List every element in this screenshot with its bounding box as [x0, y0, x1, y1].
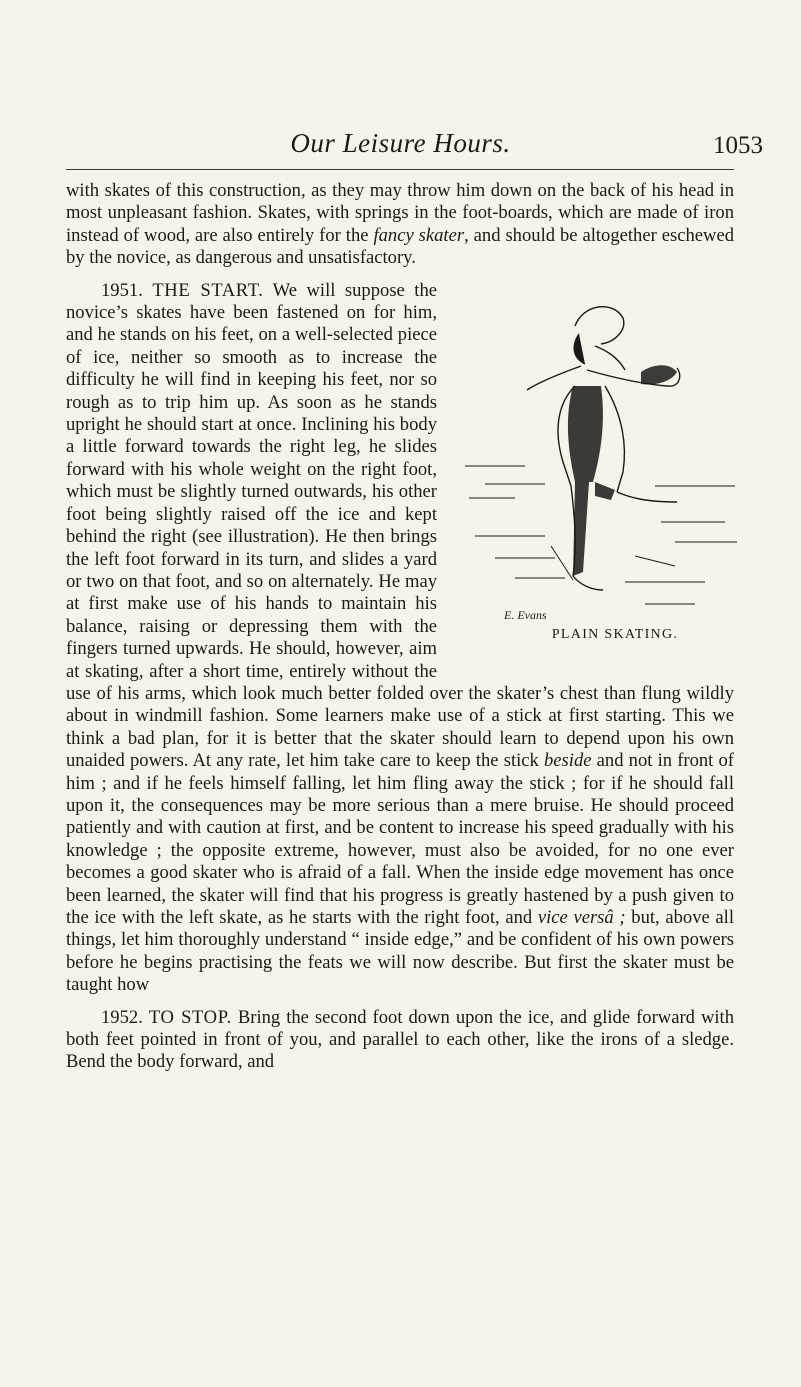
emphasis-text: fancy skater: [373, 224, 465, 246]
paragraph-1952: 1952. TO STOP. Bring the second foot down upon the ice, and glide forward with both feet pointed in front of you, and parallel to each other, like the irons of a sledge. Bend the body forward, and: [66, 1006, 734, 1073]
running-title: Our Leisure Hours.: [290, 128, 511, 158]
body-text: [66, 180, 734, 1074]
section-heading: TO STOP.: [148, 1006, 232, 1028]
emphasis-text: vice versâ ;: [537, 907, 626, 928]
page-number: 1053: [713, 132, 763, 159]
skater-drawing: [455, 286, 740, 626]
paragraph-continuation: with skates of this construction, as they may throw him down on the back of his head in most unpleasant fashion. Skates, with springs in the foot-boards, which are made of iron instead of wood, are also entirely for the fancy skater, and should be altogether eschewed by the novice, as dangerous and unsatisfactory.: [66, 180, 734, 269]
header-rule: [66, 169, 734, 170]
page-header: [0, 128, 801, 168]
figure-caption: PLAIN SKATING.: [551, 626, 679, 642]
section-number: 1952.: [101, 1006, 143, 1028]
emphasis-text: beside: [544, 750, 592, 772]
paragraph-1951: 1951. THE START. E. Evans PLAIN SKATING. We will suppose the novice’s skates have been fastened on for him, and he stands on his feet, on a well-selected piece of ice, neither so smooth as to increase the difficulty he will find in keeping his feet, nor so rough as to trip him up. As soon as he stands upright he should start at once. Inclining his body a little forward towards the right leg, he slides forward with his whole weight on the right foot, which must be slightly turned outwards, his other foot being slightly raised off the ice and kept behind the right (see illustration). He then brings the left foot forward in its turn, and slides a yard or two on that foot, and so on alternately. He may at first make use of his hands to maintain his balance, raising or depressing them with the fingers turned upwards. He should, however, aim at skating, after a short time, entirely without the use of his arms, which look much better folded over the skater’s chest than flung wildly about in windmill fashion. Some learners make use of a stick at first starting. This we think a bad plan, for it is better that the skater should learn to depend upon his own unaided powers. At any rate, let him take care to keep the stick beside and not in front of him ; and if he feels himself falling, let him fling away the stick ; for if he should fall upon it, the consequences may be more serious than a mere bruise. He should proceed patiently and with caution at first, and be content to increase his speed gradually with his knowledge ; the opposite extreme, however, must also be avoided, for no one ever becomes a good skater who is afraid of a fall. When the inside edge movement has once been learned, the skater will find that his progress is greatly hastened by a push given to the ice with the left skate, as he starts with the right foot, and vice versâ ; but, above all things, let him thoroughly understand “ inside edge,” and be confident of his own powers before he begins practising the feats we will now describe. But first the skater must be taught how: [66, 280, 734, 997]
illustration-plain-skating: [455, 286, 740, 676]
artist-signature: E. Evans: [504, 607, 547, 622]
section-heading: THE START.: [152, 279, 264, 301]
section-number: 1951.: [101, 279, 143, 301]
